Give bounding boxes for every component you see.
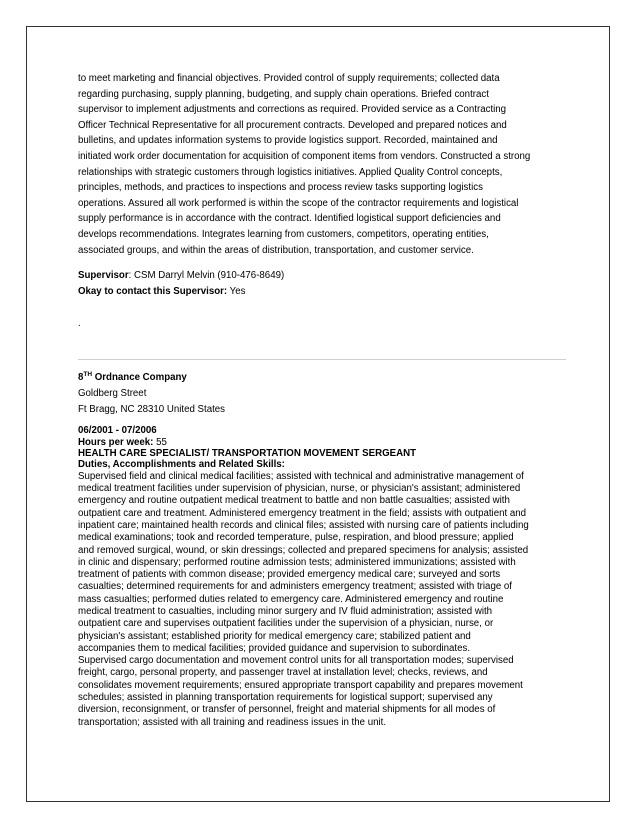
duties-description [78, 471, 566, 729]
text-line: treatment of patients with common disease; provided emergency medical care; surveyed and sorts [78, 569, 501, 581]
stray-dot: . [78, 318, 81, 330]
text-line: Supervised field and clinical medical facilities; assisted with technical and administrative management of [78, 470, 524, 482]
text-line: initiated work order documentation for acquisition of component items from vendors. Constructed a strong [78, 150, 531, 162]
text-line: outpatient care and supervises outpatient facilities under the supervision of a physician, nurse, or [78, 618, 494, 630]
supervisor-info [78, 268, 566, 299]
text-line: principles, methods, and practices to inspections and process review tasks supporting logistics [78, 182, 483, 194]
text-line: regarding purchasing, supply planning, budgeting, and supply chain operations. Briefed contract [78, 88, 489, 100]
text-line: accompanies them to medical facilities; provided guidance and supervision to subordinates. [78, 642, 471, 654]
prev-job-description [78, 71, 566, 258]
text-line: develops recommendations. Integrates learning from customers, competitors, operating entities, [78, 228, 489, 240]
text-line: Officer Technical Representative for all procurement contracts. Developed and prepared notices and [78, 119, 507, 131]
supervisor-line [78, 268, 566, 284]
hours-label: Hours per week: [78, 436, 154, 448]
text-line: medical treatment facilities under supervision of physician, nurse, or physician's assistant; administered [78, 483, 521, 495]
text-line: Supervised cargo documentation and movement control units for all transportation modes; supervised [78, 655, 514, 667]
document-content [78, 71, 566, 729]
text-line: mass casualties; performed duties related to emergency care. Administered emergency and routine [78, 593, 504, 605]
text-line: physician's assistant; established priority for medical emergency care; stabilized patient and [78, 630, 471, 642]
text-line: and removed surgical, wound, or skin dressings; collected and prepared specimens for analysis; assisted [78, 544, 529, 556]
employer-name-prefix: 8 [78, 372, 84, 384]
text-line: associated groups, and within the areas of distribution, transportation, and customer service. [78, 244, 474, 256]
job-dates: 06/2001 - 07/2006 [78, 425, 157, 437]
text-line: schedules; assisted in planning transportation requirements for logistical support; supervised any [78, 692, 493, 704]
text-line: medical treatment to casualties, including minor surgery and IV fluid administration; assisted with [78, 605, 493, 617]
text-line: emergency and routine outpatient medical treatment to battle and non battle casualties; assisted with [78, 495, 510, 507]
duties-heading: Duties, Accomplishments and Related Skills: [78, 459, 285, 471]
hours-line [78, 437, 566, 448]
text-line: transportation; assisted with all training and readiness issues in the unit. [78, 716, 387, 728]
employer-name-sup: TH [83, 371, 93, 379]
text-line: medical examinations; took and recorded temperature, pulse, respiration, and blood pressure; applied [78, 532, 514, 544]
text-line: outpatient care and treatment. Administered emergency treatment in the field; assists with outpatient and [78, 507, 527, 519]
job-header [78, 425, 566, 471]
contact-label: Okay to contact this Supervisor: [78, 285, 228, 297]
employer-city: Ft Bragg, NC 28310 United States [78, 403, 226, 415]
text-line: consolidates movement requirements; ensured appropriate transport capability and prepares movement [78, 679, 523, 691]
contact-value: Yes [227, 285, 246, 297]
text-line: operations. Assured all work performed is within the scope of the contractor requirements and logistical [78, 197, 519, 209]
text-line: supply performance is in accordance with the contract. Identified logistical support deficiencies and [78, 213, 501, 225]
text-line: in clinic and dispensary; performed routine admission tests; administered immunizations; assisted with [78, 556, 516, 568]
contact-line [78, 284, 566, 300]
text-line: relationships with strategic customers through logistics initiatives. Applied Quality Control concepts, [78, 166, 503, 178]
text-line: bulletins, and updates information systems to provide logistics support. Recorded, maintained and [78, 135, 498, 147]
text-line: to meet marketing and financial objectives. Provided control of supply requirements; collected data [78, 73, 500, 84]
text-line: freight, cargo, personal property, and passenger travel at installation level; checks, reviews, and [78, 667, 488, 679]
employer-name-rest: Ordnance Company [92, 372, 187, 384]
employer-name [78, 370, 566, 386]
text-line: diversion, reconsignment, or transfer of personnel, freight and material shipments for all modes of [78, 704, 496, 716]
hours-value: 55 [153, 436, 167, 448]
employer-street: Goldberg Street [78, 387, 147, 399]
job-title: HEALTH CARE SPECIALIST/ TRANSPORTATION MOVEMENT SERGEANT [78, 447, 416, 459]
section-divider [78, 359, 566, 360]
supervisor-value: : CSM Darryl Melvin (910-476-8649) [128, 270, 285, 282]
text-line: supervisor to implement adjustments and corrections as required. Provided service as a Contracting [78, 104, 507, 116]
supervisor-label: Supervisor [78, 270, 129, 282]
text-line: casualties; determined requirements for and administers emergency treatment; assisted with triage of [78, 581, 512, 593]
employer-block [78, 370, 566, 417]
text-line: inpatient care; maintained health records and clinical files; assisted with nursing care of patients including [78, 519, 529, 531]
